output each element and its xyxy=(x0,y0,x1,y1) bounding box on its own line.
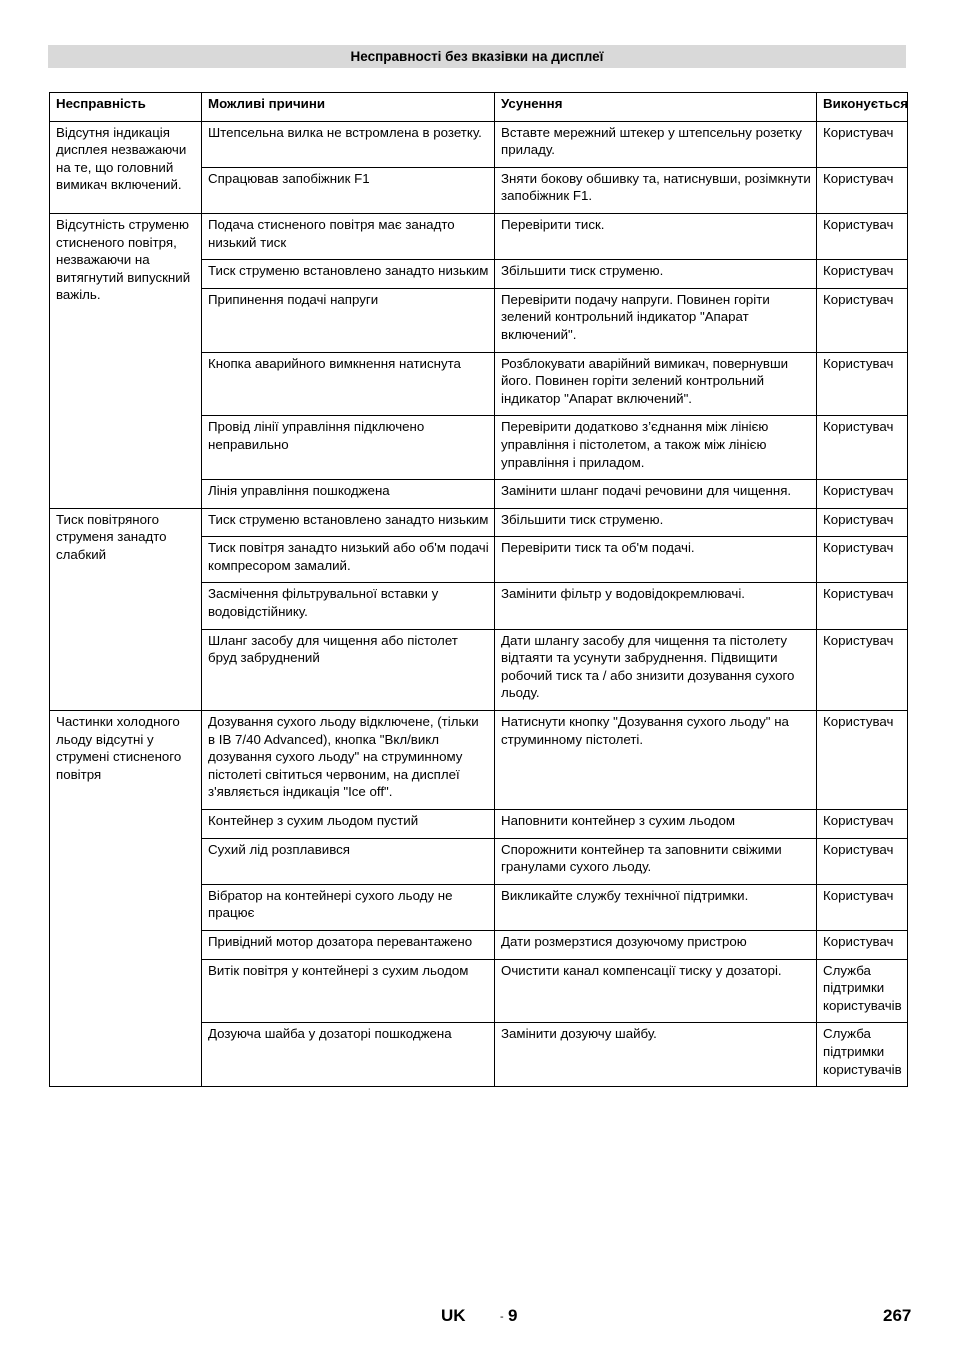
performed-by-cell: Користувач xyxy=(817,810,908,839)
footer-language: UK xyxy=(441,1306,466,1325)
header-cause: Можливі причини xyxy=(202,93,495,122)
cause-cell: Подача стисненого повітря має занадто низький тиск xyxy=(202,213,495,259)
performed-by-cell: Служба підтримки користувачів xyxy=(817,1023,908,1087)
remedy-cell: Очистити канал компенсації тиску у дозаторі. xyxy=(495,959,817,1023)
fault-cell: Частинки холодного льоду відсутні у струмені стисненого повітря xyxy=(50,711,202,1087)
performed-by-cell: Користувач xyxy=(817,121,908,167)
table-row xyxy=(50,711,908,810)
cause-cell: Дозування сухого льоду відключене, (тільки в IB 7/40 Advanced), кнопка "Вкл/викл дозування сухого льоду" на струминному пістолеті світиться червоним, на дисплеї з'являється індикація "Ice off". xyxy=(202,711,495,810)
cause-cell: Тиск струменю встановлено занадто низьким xyxy=(202,508,495,537)
performed-by-cell: Користувач xyxy=(817,416,908,480)
table-row xyxy=(50,508,908,537)
cause-cell: Штепсельна вилка не встромлена в розетку. xyxy=(202,121,495,167)
remedy-cell: Збільшити тиск струменю. xyxy=(495,508,817,537)
performed-by-cell: Користувач xyxy=(817,884,908,930)
cause-cell: Кнопка аварийного вимкнення натиснута xyxy=(202,352,495,416)
footer-section-number: 9 xyxy=(508,1306,518,1325)
remedy-cell: Наповнити контейнер з сухим льодом xyxy=(495,810,817,839)
remedy-cell: Дати шлангу засобу для чищення та пістолету відтаяти та усунути забруднення. Підвищити робочий тиск та / або знизити дозування сухого льоду. xyxy=(495,629,817,710)
cause-cell: Припинення подачі напруги xyxy=(202,288,495,352)
remedy-cell: Зняти бокову обшивку та, натиснувши, розімкнути запобіжник F1. xyxy=(495,167,817,213)
performed-by-cell: Користувач xyxy=(817,508,908,537)
remedy-cell: Перевірити додатково з’єднання між лінією управління і пістолетом, а також між лінією управління і приладом. xyxy=(495,416,817,480)
cause-cell: Тиск струменю встановлено занадто низьким xyxy=(202,260,495,289)
performed-by-cell: Користувач xyxy=(817,260,908,289)
performed-by-cell: Користувач xyxy=(817,213,908,259)
remedy-cell: Вставте мережний штекер у штепсельну розетку приладу. xyxy=(495,121,817,167)
performed-by-cell: Користувач xyxy=(817,583,908,629)
remedy-cell: Замінити шланг подачі речовини для чищення. xyxy=(495,480,817,509)
page-number: 267 xyxy=(883,1306,912,1325)
remedy-cell: Перевірити тиск та об'м подачі. xyxy=(495,537,817,583)
performed-by-cell: Користувач xyxy=(817,480,908,509)
fault-cell: Відсутня індикація дисплея незважаючи на те, що головний вимикач включений. xyxy=(50,121,202,213)
performed-by-cell: Користувач xyxy=(817,930,908,959)
header-remedy: Усунення xyxy=(495,93,817,122)
remedy-cell: Дати розмерзтися дозуючому пристрою xyxy=(495,930,817,959)
cause-cell: Тиск повітря занадто низький або об'м подачі компресором замалий. xyxy=(202,537,495,583)
footer-dash: - xyxy=(500,1311,504,1323)
header-fault: Несправність xyxy=(50,93,202,122)
remedy-cell: Замінити дозуючу шайбу. xyxy=(495,1023,817,1087)
fault-cell: Тиск повітряного струменя занадто слабкий xyxy=(50,508,202,710)
cause-cell: Провід лінії управління підключено неправильно xyxy=(202,416,495,480)
cause-cell: Вібратор на контейнері сухого льоду не працює xyxy=(202,884,495,930)
cause-cell: Витік повітря у контейнері з сухим льодом xyxy=(202,959,495,1023)
cause-cell: Дозуюча шайба у дозаторі пошкоджена xyxy=(202,1023,495,1087)
performed-by-cell: Користувач xyxy=(817,537,908,583)
remedy-cell: Збільшити тиск струменю. xyxy=(495,260,817,289)
performed-by-cell: Користувач xyxy=(817,288,908,352)
remedy-cell: Замінити фільтр у водовідокремлювачі. xyxy=(495,583,817,629)
performed-by-cell: Користувач xyxy=(817,629,908,710)
table-row xyxy=(50,213,908,259)
header-performed-by: Виконується xyxy=(817,93,908,122)
remedy-cell: Викликайте службу технічної підтримки. xyxy=(495,884,817,930)
remedy-cell: Перевірити тиск. xyxy=(495,213,817,259)
table-row xyxy=(50,121,908,167)
performed-by-cell: Користувач xyxy=(817,167,908,213)
cause-cell: Спрацював запобіжник F1 xyxy=(202,167,495,213)
performed-by-cell: Служба підтримки користувачів xyxy=(817,959,908,1023)
table-header-row xyxy=(50,93,908,122)
cause-cell: Лінія управління пошкоджена xyxy=(202,480,495,509)
performed-by-cell: Користувач xyxy=(817,352,908,416)
cause-cell: Засмічення фільтрувальної вставки у водовідстійнику. xyxy=(202,583,495,629)
cause-cell: Сухий лід розплавився xyxy=(202,838,495,884)
performed-by-cell: Користувач xyxy=(817,711,908,810)
remedy-cell: Розблокувати аварійний вимикач, повернувши його. Повинен горіти зелений контрольний індикатор "Апарат включений". xyxy=(495,352,817,416)
cause-cell: Привідний мотор дозатора перевантажено xyxy=(202,930,495,959)
fault-cell: Відсутність струменю стисненого повітря, незважаючи на витягнутий випускний важіль. xyxy=(50,213,202,508)
remedy-cell: Спорожнити контейнер та заповнити свіжими гранулами сухого льоду. xyxy=(495,838,817,884)
remedy-cell: Перевірити подачу напруги. Повинен горіти зелений контрольний індикатор "Апарат включений". xyxy=(495,288,817,352)
cause-cell: Шланг засобу для чищення або пістолет бруд забруднений xyxy=(202,629,495,710)
troubleshooting-table xyxy=(49,92,908,1087)
cause-cell: Контейнер з сухим льодом пустий xyxy=(202,810,495,839)
section-title: Несправності без вказівки на дисплеї xyxy=(48,45,906,68)
remedy-cell: Натиснути кнопку "Дозування сухого льоду" на струминному пістолеті. xyxy=(495,711,817,810)
performed-by-cell: Користувач xyxy=(817,838,908,884)
